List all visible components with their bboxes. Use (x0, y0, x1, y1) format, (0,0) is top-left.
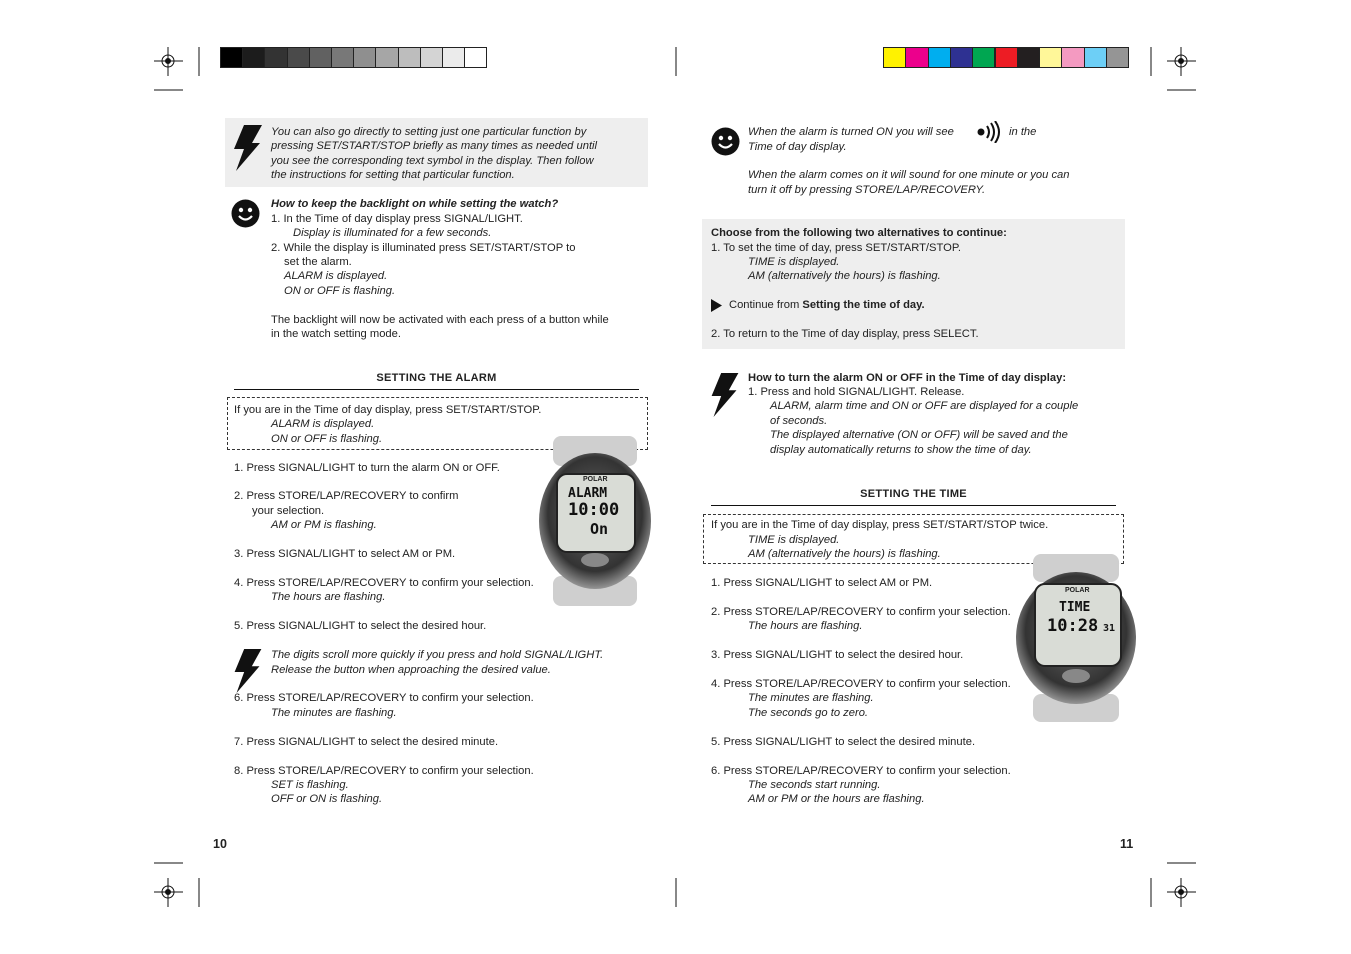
alarm-on-tip: When the alarm comes on it will sound for one minute or you can (748, 169, 1070, 181)
alarm-on-tip: Time of day display. (748, 141, 847, 153)
watch-image-time (1013, 554, 1138, 722)
on-off-note: of seconds. (770, 415, 828, 427)
alarm-note: AM or PM is flashing. (271, 519, 377, 531)
time-step: 1. Press SIGNAL/LIGHT to select AM or PM. (711, 577, 933, 589)
section-rule (711, 505, 1116, 506)
time-intro-note: TIME is displayed. (748, 534, 840, 546)
watch-brand: POLAR (583, 476, 608, 483)
tip-line: You can also go directly to setting just one particular function by (271, 126, 587, 138)
watch-line3: On (590, 520, 609, 538)
alarm-intro-note: ALARM is displayed. (271, 418, 375, 430)
time-note: The minutes are flashing. (748, 692, 874, 704)
backlight-note: ALARM is displayed. (284, 270, 388, 282)
alarm-step: 4. Press STORE/LAP/RECOVERY to confirm your selection. (234, 577, 534, 589)
alarm-note: The hours are flashing. (271, 591, 386, 603)
watch-brand: POLAR (1065, 587, 1090, 594)
scroll-tip: Release the button when approaching the desired value. (271, 664, 551, 676)
time-note: AM or PM or the hours are flashing. (748, 793, 925, 805)
on-off-heading: How to turn the alarm ON or OFF in the Time of day display: (748, 372, 1067, 384)
alarm-step: 7. Press SIGNAL/LIGHT to select the desired minute. (234, 736, 499, 748)
backlight-note: ON or OFF is flashing. (284, 285, 396, 297)
on-off-note: The displayed alternative (ON or OFF) will be saved and the (770, 429, 1068, 441)
watch-image-alarm (535, 436, 653, 606)
alarm-step: 8. Press STORE/LAP/RECOVERY to confirm your selection. (234, 765, 534, 777)
watch-line1: ALARM (568, 486, 608, 501)
continue-link[interactable] (729, 298, 925, 312)
time-note: The seconds start running. (748, 779, 881, 791)
continue-prefix: Continue from (729, 299, 803, 311)
backlight-step: set the alarm. (284, 256, 352, 268)
alarm-step: 6. Press STORE/LAP/RECOVERY to confirm your selection. (234, 692, 534, 704)
time-note: The hours are flashing. (748, 620, 863, 632)
alarm-step: your selection. (252, 505, 325, 517)
alarm-on-tip: turn it off by pressing STORE/LAP/RECOVERY. (748, 184, 986, 196)
tip-line: pressing SET/START/STOP briefly as many times as needed until (271, 140, 598, 152)
arrow-right-icon (711, 299, 722, 312)
time-step: 3. Press SIGNAL/LIGHT to select the desired hour. (711, 649, 964, 661)
watch-line1: TIME (1059, 600, 1091, 615)
alarm-step: 3. Press SIGNAL/LIGHT to select AM or PM. (234, 548, 456, 560)
alarm-on-tip: When the alarm is turned ON you will see (748, 126, 954, 138)
time-step: 4. Press STORE/LAP/RECOVERY to confirm your selection. (711, 678, 1011, 690)
backlight-paragraph: The backlight will now be activated with each press of a button while (271, 314, 609, 326)
backlight-heading: How to keep the backlight on while setting the watch? (271, 198, 559, 210)
choose-option: 2. To return to the Time of day display, press SELECT. (711, 328, 979, 340)
time-intro-note: AM (alternatively the hours) is flashing. (748, 548, 941, 560)
alarm-note: OFF or ON is flashing. (271, 793, 383, 805)
choose-note: TIME is displayed. (748, 256, 840, 268)
lightning-icon (232, 125, 264, 171)
time-step: 6. Press STORE/LAP/RECOVERY to confirm your selection. (711, 765, 1011, 777)
tip-line: you see the corresponding text symbol in the display. Then follow (271, 155, 594, 167)
on-off-note: display automatically returns to show the time of day. (770, 444, 1032, 456)
choose-heading: Choose from the following two alternatives to continue: (711, 227, 1007, 239)
section-rule (234, 389, 639, 390)
section-title-time: SETTING THE TIME (860, 488, 967, 500)
watch-line2: 10:00 (568, 500, 620, 520)
watch-line3: 31 (1103, 623, 1116, 634)
tip-line: the instructions for setting that particular function. (271, 169, 515, 181)
time-step: 2. Press STORE/LAP/RECOVERY to confirm your selection. (711, 606, 1011, 618)
alarm-note: The minutes are flashing. (271, 707, 397, 719)
backlight-paragraph: in the watch setting mode. (271, 328, 401, 340)
backlight-step: 2. While the display is illuminated press SET/START/STOP to (271, 242, 576, 254)
time-step: 5. Press SIGNAL/LIGHT to select the desired minute. (711, 736, 976, 748)
choose-option: 1. To set the time of day, press SET/START/STOP. (711, 242, 961, 254)
smiley-icon (711, 127, 740, 156)
alarm-step: 1. Press SIGNAL/LIGHT to turn the alarm ON or OFF. (234, 462, 500, 474)
smiley-icon (231, 199, 260, 228)
lightning-icon (232, 649, 264, 693)
continue-target: Setting the time of day. (802, 299, 925, 311)
watch-line2: 10:28 (1047, 616, 1099, 636)
alarm-on-tip: in the (1009, 126, 1037, 138)
time-note: The seconds go to zero. (748, 707, 869, 719)
page-number: 10 (213, 837, 227, 851)
scroll-tip: The digits scroll more quickly if you press and hold SIGNAL/LIGHT. (271, 649, 604, 661)
backlight-step: 1. In the Time of day display press SIGNAL/LIGHT. (271, 213, 523, 225)
time-intro: If you are in the Time of day display, press SET/START/STOP twice. (711, 519, 1049, 531)
lightning-icon (709, 373, 741, 417)
section-title-alarm: SETTING THE ALARM (376, 372, 497, 384)
alarm-note: SET is flashing. (271, 779, 349, 791)
alarm-step: 5. Press SIGNAL/LIGHT to select the desired hour. (234, 620, 487, 632)
on-off-step: 1. Press and hold SIGNAL/LIGHT. Release. (748, 386, 965, 398)
alarm-intro: If you are in the Time of day display, press SET/START/STOP. (234, 404, 542, 416)
alarm-intro-note: ON or OFF is flashing. (271, 433, 383, 445)
alarm-sound-icon (976, 121, 1002, 143)
alarm-step: 2. Press STORE/LAP/RECOVERY to confirm (234, 490, 459, 502)
backlight-note: Display is illuminated for a few seconds. (293, 227, 492, 239)
choose-note: AM (alternatively the hours) is flashing. (748, 270, 941, 282)
on-off-note: ALARM, alarm time and ON or OFF are displayed for a couple (770, 400, 1079, 412)
page-number: 11 (1120, 837, 1134, 851)
